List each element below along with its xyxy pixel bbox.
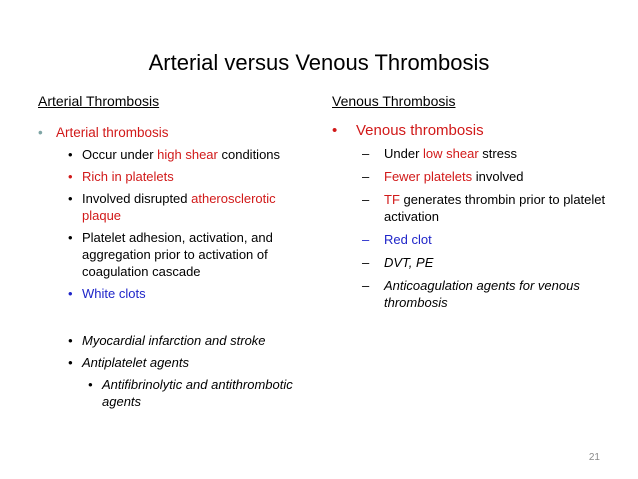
item-text: Anticoagulation agents for venous thrombosis [384, 278, 580, 310]
dash-icon: – [362, 146, 370, 161]
list-item [332, 168, 622, 185]
item-text: Rich in platelets [82, 169, 174, 184]
venous-column [332, 92, 622, 311]
venous-list [332, 122, 622, 311]
item-text: Myocardial infarction and stroke [82, 333, 266, 348]
page-number: 21 [588, 452, 600, 463]
list-item [332, 191, 622, 225]
bullet-icon: • [68, 230, 73, 245]
list-item [332, 254, 622, 271]
arterial-heading: Arterial Thrombosis [38, 93, 160, 109]
dash-icon: – [362, 169, 370, 184]
list-item [38, 354, 318, 371]
item-text: Antiplatelet agents [82, 355, 189, 370]
list-item [332, 145, 622, 162]
list-item [38, 124, 318, 141]
item-text: involved [472, 169, 524, 184]
item-text: Arterial thrombosis [56, 125, 169, 140]
bullet-icon: • [68, 147, 73, 162]
list-item [332, 122, 622, 139]
item-text: Venous thrombosis [356, 122, 484, 139]
item-text: generates thrombin prior to platelet activation [384, 192, 606, 224]
bullet-icon: • [332, 122, 338, 139]
dash-icon: – [362, 232, 370, 247]
list-item [38, 168, 318, 185]
arterial-column [38, 92, 318, 410]
list-item [38, 229, 318, 280]
bullet-icon: • [68, 191, 73, 206]
dash-icon: – [362, 192, 370, 207]
bullet-icon: • [38, 125, 43, 140]
dash-icon: – [362, 278, 370, 293]
list-item [332, 277, 622, 311]
list-item [38, 146, 318, 163]
item-text: Involved disrupted [82, 191, 192, 206]
item-text: Under [384, 146, 424, 161]
list-item [332, 231, 622, 248]
item-text: Occur under [82, 147, 158, 162]
venous-heading: Venous Thrombosis [332, 93, 456, 109]
item-highlight: atherosclerotic plaque [82, 191, 276, 223]
bullet-icon: • [68, 169, 73, 184]
bullet-icon: • [68, 333, 73, 348]
dash-icon: – [362, 255, 370, 270]
item-text: conditions [217, 147, 281, 162]
bullet-icon: • [68, 286, 73, 301]
list-item [38, 285, 318, 302]
item-text: stress [478, 146, 517, 161]
item-highlight: low shear [423, 146, 479, 161]
list-item [38, 376, 318, 410]
item-text: Red clot [384, 232, 432, 247]
slide-title: Arterial versus Venous Thrombosis [148, 50, 490, 75]
item-highlight: TF [384, 192, 400, 207]
item-text: DVT, PE [384, 255, 434, 270]
item-text: Platelet adhesion, activation, and aggregation prior to activation of coagulation cascade [82, 230, 273, 279]
list-item [38, 332, 318, 349]
arterial-list [38, 124, 318, 410]
list-item [38, 190, 318, 224]
bullet-icon: • [68, 355, 73, 370]
item-highlight: high shear [157, 147, 218, 162]
item-text: White clots [82, 286, 146, 301]
bullet-icon: • [88, 377, 93, 392]
item-highlight: Fewer platelets [384, 169, 473, 184]
item-text: Antifibrinolytic and antithrombotic agents [102, 377, 293, 409]
